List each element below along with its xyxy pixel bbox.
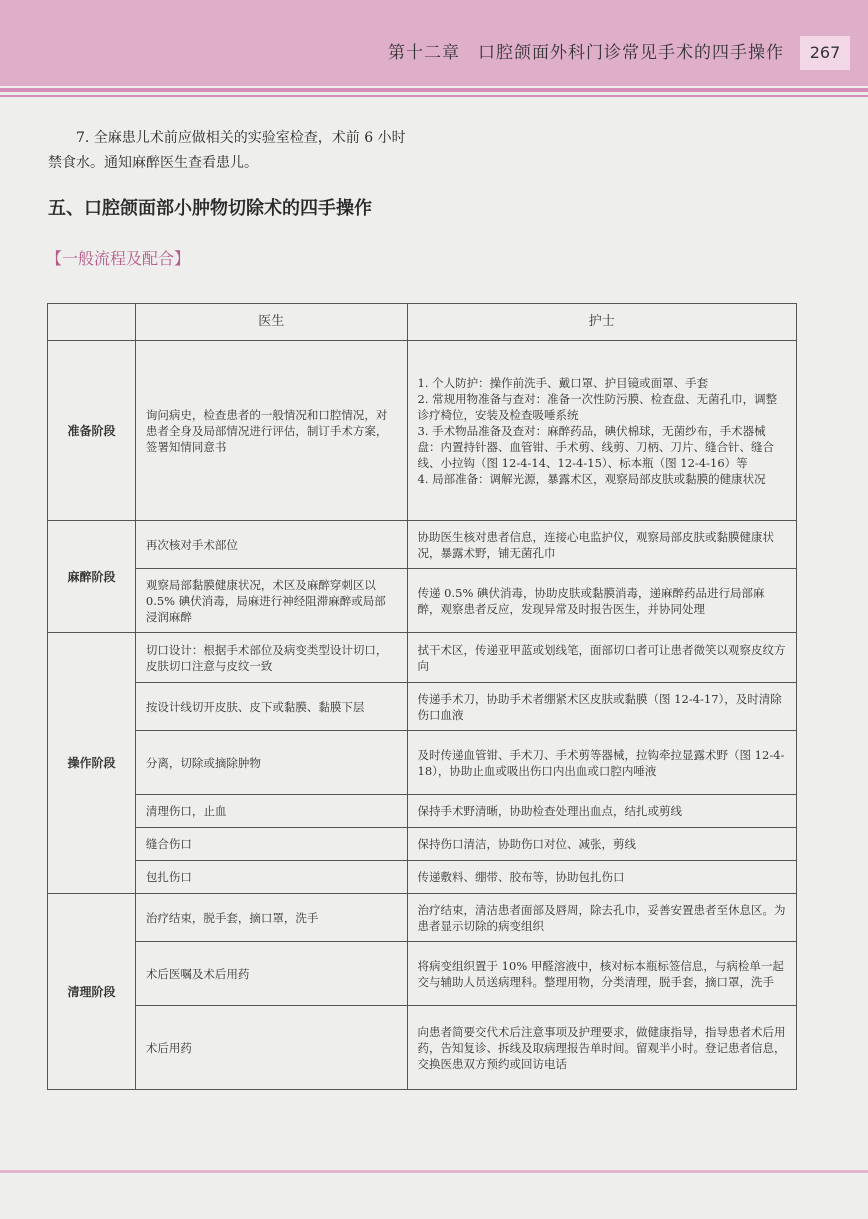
procedure-table [47,303,797,1090]
nurse-cell: 及时传递血管钳、手术刀、手术剪等器械，拉钩牵拉显露术野（图 12-4-18），协助止血或吸出伤口内出血或口腔内唾液 [407,731,796,795]
doctor-cell: 再次核对手术部位 [135,521,407,569]
chapter-title: 第十二章 口腔颌面外科门诊常见手术的四手操作 [388,43,784,63]
nurse-cell [407,341,796,521]
table-row [48,521,797,569]
nurse-cell: 治疗结束，清洁患者面部及唇周，除去孔巾，妥善安置患者至休息区。为患者显示切除的病变组织 [407,894,796,942]
nurse-line: 4. 局部准备：调解光源，暴露术区，观察局部皮肤或黏膜的健康状况 [417,471,766,486]
table-row [48,731,797,795]
nurse-cell: 保持手术野清晰，协助检查处理出血点，结扎或剪线 [407,795,796,828]
doctor-cell: 清理伤口，止血 [135,795,407,828]
nurse-cell: 向患者简要交代术后注意事项及护理要求，做健康指导，指导患者术后用药，告知复诊、拆线及取病理报告单时间。留观半小时。登记患者信息，交换医患双方预约或回访电话 [407,1006,796,1090]
footer-stripe [0,1170,868,1173]
doctor-cell: 术后用药 [135,1006,407,1090]
doctor-cell: 按设计线切开皮肤、皮下或黏膜、黏膜下层 [135,683,407,731]
table-row [48,341,797,521]
doctor-cell: 观察局部黏膜健康状况，术区及麻醉穿刺区以 0.5% 碘伏消毒，局麻进行神经阻滞麻醉或局部浸润麻醉 [135,569,407,633]
table-row [48,861,797,894]
section-heading: 五、口腔颌面部小肿物切除术的四手操作 [48,198,372,219]
doctor-cell: 分离，切除或摘除肿物 [135,731,407,795]
header-nurse: 护士 [407,304,796,341]
doctor-cell: 询问病史，检查患者的一般情况和口腔情况，对患者全身及局部情况进行评估，制订手术方案，签署知情同意书 [135,341,407,521]
phase-operation: 操作阶段 [48,633,136,894]
header-stripe [0,88,868,92]
nurse-cell: 保持伤口清洁，协助伤口对位、减张，剪线 [407,828,796,861]
table-row [48,633,797,683]
table-row [48,942,797,1006]
sub-heading: 【一般流程及配合】 [46,249,191,268]
header-stripe-thin [0,95,868,97]
nurse-cell: 传递敷料、绷带、胶布等，协助包扎伤口 [407,861,796,894]
table-row [48,828,797,861]
nurse-cell: 拭干术区，传递亚甲蓝或划线笔，面部切口者可让患者微笑以观察皮纹方向 [407,633,796,683]
nurse-line: 1. 个人防护：操作前洗手、戴口罩、护目镜或面罩、手套 [417,375,709,390]
page-number: 267 [800,36,850,70]
phase-cleanup: 清理阶段 [48,894,136,1090]
table-row [48,569,797,633]
intro-paragraph: 7. 全麻患儿术前应做相关的实验室检查，术前 6 小时禁食水。通知麻醉医生查看患儿。 [48,130,406,171]
doctor-cell: 术后医嘱及术后用药 [135,942,407,1006]
nurse-cell: 传递 0.5% 碘伏消毒，协助皮肤或黏膜消毒，递麻醉药品进行局部麻醉，观察患者反应，发现异常及时报告医生，并协同处理 [407,569,796,633]
doctor-cell: 缝合伤口 [135,828,407,861]
doctor-cell: 治疗结束，脱手套，摘口罩，洗手 [135,894,407,942]
header-doctor: 医生 [135,304,407,341]
table-row [48,795,797,828]
nurse-cell: 将病变组织置于 10% 甲醛溶液中，核对标本瓶标签信息，与病检单一起交与辅助人员送病理科。整理用物，分类清理，脱手套，摘口罩，洗手 [407,942,796,1006]
doctor-cell: 切口设计：根据手术部位及病变类型设计切口，皮肤切口注意与皮纹一致 [135,633,407,683]
table-row [48,1006,797,1090]
table-row [48,683,797,731]
nurse-line: 2. 常规用物准备与查对：准备一次性防污膜、检查盘、无菌孔巾，调整诊疗椅位，安装及检查吸唾系统 [417,391,778,422]
phase-anesthesia: 麻醉阶段 [48,521,136,633]
nurse-cell: 传递手术刀，协助手术者绷紧术区皮肤或黏膜（图 12-4-17），及时清除伤口血液 [407,683,796,731]
table-row [48,894,797,942]
table-header-row [48,304,797,341]
nurse-cell: 协助医生核对患者信息，连接心电监护仪，观察局部皮肤或黏膜健康状况，暴露术野，铺无菌孔巾 [407,521,796,569]
doctor-cell: 包扎伤口 [135,861,407,894]
nurse-line: 3. 手术物品准备及查对：麻醉药品，碘伏棉球，无菌纱布，手术器械盘：内置持针器、血管钳、手术剪、线剪、刀柄、刀片、缝合针、缝合线、小拉钩（图 12-4-14、12-4-15）、标本瓶（图 12-4-16）等 [417,423,775,470]
header-phase [48,304,136,341]
phase-prep: 准备阶段 [48,341,136,521]
